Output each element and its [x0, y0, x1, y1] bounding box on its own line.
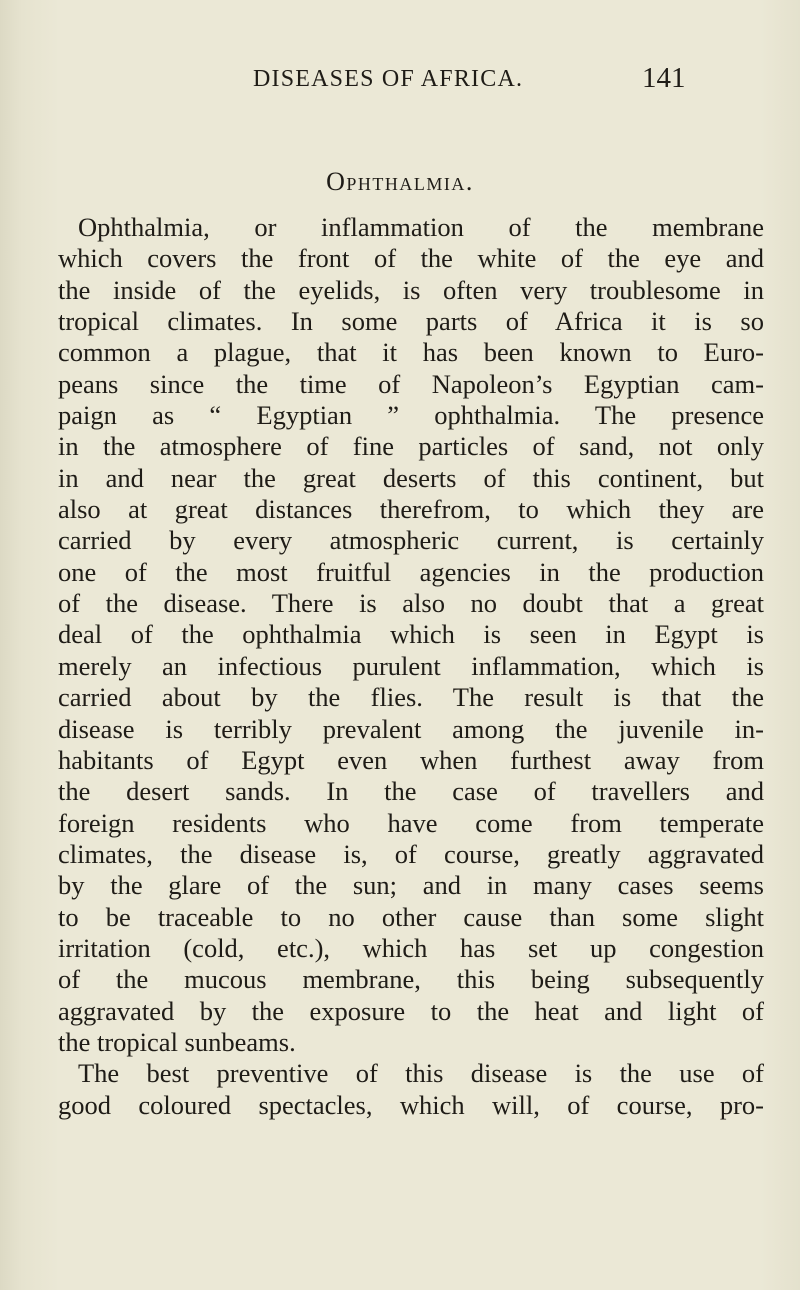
section-heading: Ophthalmia.	[326, 167, 474, 196]
text-line: habitants of Egypt even when furthest away from	[58, 744, 764, 775]
page-number: 141	[642, 62, 686, 94]
text-line: foreign residents who have come from temperate	[58, 807, 764, 838]
text-line: by the glare of the sun; and in many cases seems	[58, 870, 764, 901]
text-line: common a plague, that it has been known to Euro-	[58, 337, 764, 368]
text-line: Ophthalmia, or inflammation of the membrane	[78, 212, 764, 242]
text-line: the inside of the eyelids, is often very troublesome in	[58, 274, 764, 305]
text-line: in the atmosphere of fine particles of sand, not only	[58, 431, 764, 462]
text-line: tropical climates. In some parts of Africa it is so	[58, 306, 764, 337]
text-line: to be traceable to no other cause than some slight	[58, 901, 764, 932]
text-line: good coloured spectacles, which will, of course, pro-	[58, 1089, 764, 1120]
text-line: irritation (cold, etc.), which has set up congestion	[58, 932, 764, 963]
text-line: the desert sands. In the case of travellers and	[58, 776, 764, 807]
text-line: one of the most fruitful agencies in the production	[58, 556, 764, 587]
text-line: The best preventive of this disease is the use of	[78, 1058, 764, 1089]
text-line: paign as “ Egyptian ” ophthalmia. The presence	[58, 400, 764, 431]
text-line: merely an infectious purulent inflammation, which is	[58, 650, 764, 681]
text-line: peans since the time of Napoleon’s Egyptian cam-	[58, 368, 764, 399]
text-line: aggravated by the exposure to the heat and light of	[58, 995, 764, 1026]
text-line: disease is terribly prevalent among the juvenile in-	[58, 713, 764, 744]
page-header	[0, 62, 800, 106]
text-line: of the disease. There is also no doubt that a great	[58, 588, 764, 619]
text-line: deal of the ophthalmia which is seen in Egypt is	[58, 619, 764, 650]
text-line: also at great distances therefrom, to which they are	[58, 494, 764, 525]
text-line: which covers the front of the white of the eye and	[58, 243, 764, 274]
text-line: carried about by the flies. The result is that the	[58, 682, 764, 713]
running-title: DISEASES OF AFRICA.	[253, 66, 524, 92]
text-line: in and near the great deserts of this continent, but	[58, 462, 764, 493]
body-text	[58, 212, 764, 1121]
text-line: the tropical sunbeams.	[58, 1026, 296, 1057]
text-line: carried by every atmospheric current, is certainly	[58, 525, 764, 556]
text-line: climates, the disease is, of course, greatly aggravated	[58, 838, 764, 869]
text-line: of the mucous membrane, this being subsequently	[58, 964, 764, 995]
